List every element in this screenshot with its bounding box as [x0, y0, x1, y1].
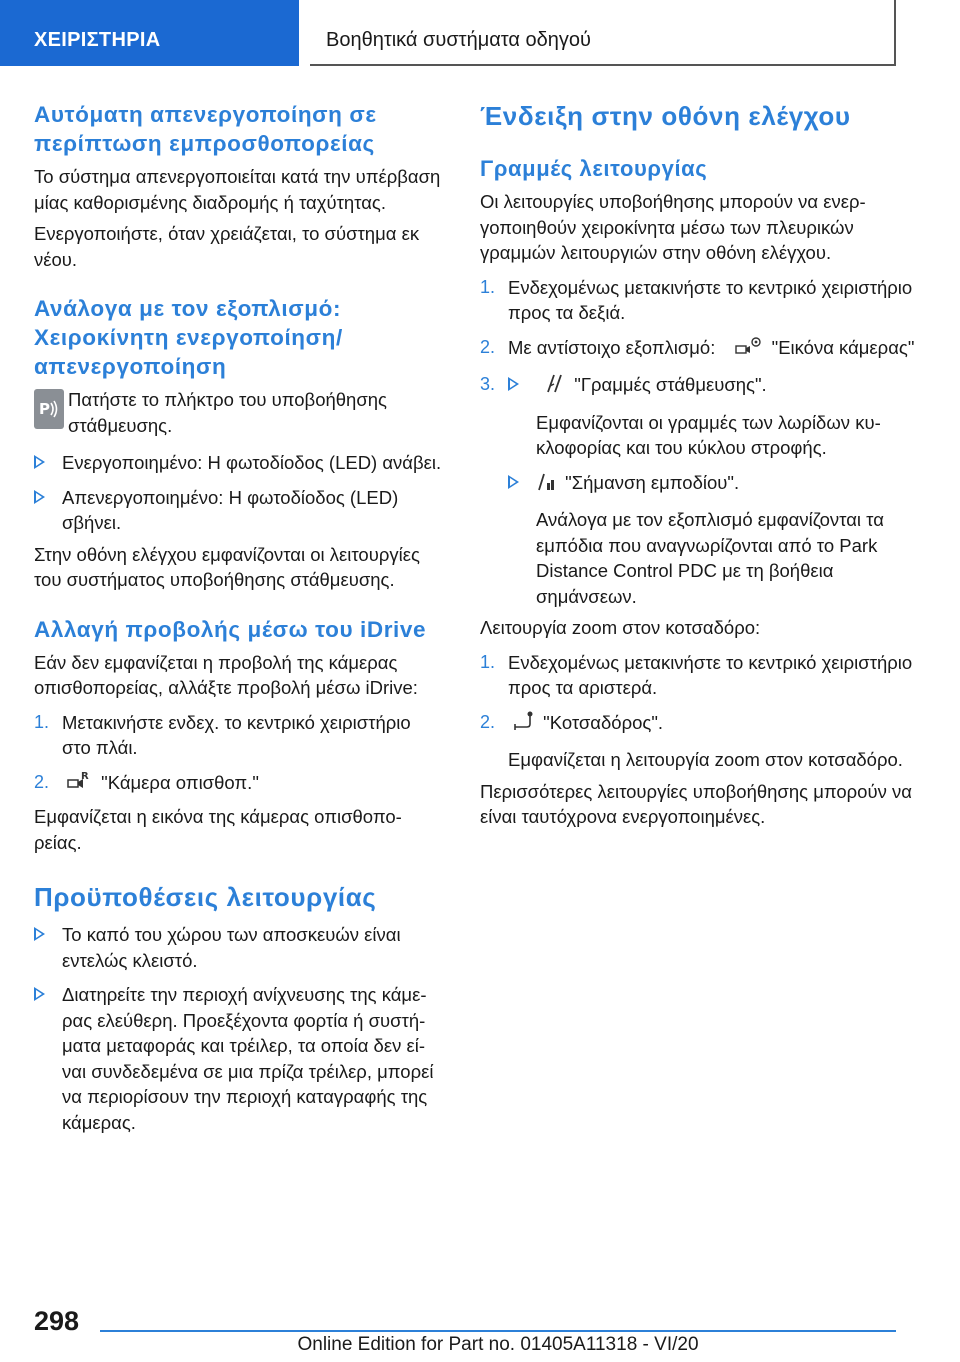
section-tab [310, 0, 896, 66]
obstacle-marking-icon [536, 470, 556, 499]
camera-settings-icon [733, 335, 763, 364]
list-item: 1. Ενδεχομένως μετακινήστε το κεντρικό χειριστήριο προς τα δεξιά. [480, 276, 913, 323]
step-number: 2. [480, 336, 496, 357]
rear-camera-icon [66, 770, 92, 799]
step-number: 1. [480, 276, 496, 297]
list-item: 3. "Γραμμές στάθμευσης". [480, 372, 920, 401]
left-column [34, 100, 442, 1135]
list-item: Διατηρείτε την περιοχή ανίχνευσης της κάμερας ελεύθερη. Προεξέχοντα φορτία ή συστήματα μεταφοράς και τρέιλερ, τα οποία δεν είναι συνδεδεμένα σε μια πρίζα τρέιλερ, μπορεί να περιορίσουν την περιοχή καταγραφής της κάμερας. [34, 982, 442, 1135]
bullet-triangle-icon [34, 987, 45, 1001]
trailer-hitch-icon [512, 710, 534, 739]
step-description: Εμφανίζεται η λειτουργία zoom στον κοτσαδόρο. [508, 749, 903, 770]
list-item: 2. R "Κάμερα οπισθοπ." [34, 770, 442, 799]
paragraph: Ενεργοποιήστε, όταν χρειάζεται, το σύστημα εκ νέου. [34, 223, 420, 270]
heading-control-display: Ένδειξη στην οθόνη ελέγχου [480, 101, 851, 131]
bullet-triangle-icon [508, 475, 519, 489]
page-number: 298 [34, 1306, 80, 1336]
page-footer [0, 1290, 960, 1362]
parking-lines-icon [545, 372, 565, 401]
bullet-triangle-icon [508, 377, 519, 391]
svg-text:R: R [81, 770, 89, 782]
list-item: 2. Με αντίστοιχο εξοπλισμό: "Εικόνα κάμερας" [480, 335, 920, 364]
footer-divider [100, 1330, 896, 1332]
chapter-tab [0, 0, 299, 66]
page-header [0, 0, 960, 66]
heading-prerequisites: Προϋποθέσεις λειτουργίας [34, 882, 377, 912]
list-item: 2. "Κοτσαδόρος". [480, 710, 920, 739]
bullet-triangle-icon [34, 455, 45, 469]
list-item: "Σήμανση εμποδίου". [480, 470, 920, 499]
heading-manual-activation: Ανάλογα με τον εξοπλισμό: Χειροκίνητη ενεργοποίηση/ απενεργοποίηση [34, 296, 343, 379]
button-instruction [34, 387, 442, 438]
list-item: 1. Ενδεχομένως μετακινήστε το κεντρικό χειριστήριο προς τα αριστερά. [480, 651, 913, 698]
paragraph: Εάν δεν εμφανίζεται η προβολή της κάμερας οπισθοπορείας, αλλάξτε προβολή μέσω iDrive: [34, 651, 418, 698]
step-number: 3. [480, 374, 496, 394]
list-item: Ενεργοποιημένο: Η φωτοδίοδος (LED) ανάβει. [34, 450, 442, 476]
step-number: 2. [480, 711, 496, 732]
paragraph: Το σύστημα απενεργοποιείται κατά την υπέρβαση μίας καθορισμένης διαδρομής ή ταχύτητας. [34, 166, 441, 213]
step-number: 1. [34, 711, 50, 732]
paragraph: Εμφανίζεται η εικόνα της κάμερας οπισθοπορείας. [34, 806, 402, 853]
list-item: Το καπό του χώρου των αποσκευών είναι εντελώς κλειστό. [34, 922, 442, 973]
step-number: 2. [34, 771, 50, 792]
paragraph: Στην οθόνη ελέγχου εμφανίζονται οι λειτουργίες του συστήματος υποβοήθησης στάθμευσης. [34, 543, 420, 590]
chapter-title: ΧΕΙΡΙΣΤΗΡΙΑ [34, 29, 161, 51]
list-item: 1. Μετακινήστε ενδεχ. το κεντρικό χειριστήριο στο πλάι. [34, 711, 411, 758]
step-number: 1. [480, 651, 496, 672]
section-title: Βοηθητικά συστήματα οδηγού [326, 29, 591, 51]
parking-assist-button-icon [34, 389, 64, 429]
heading-auto-deactivation: Αυτόματη απενεργοποίηση σε περίπτωση εμπροσθοπορείας [34, 102, 377, 156]
list-item: Απενεργοποιημένο: Η φωτοδίοδος (LED) σβήνει. [34, 485, 442, 536]
heading-function-bars: Γραμμές λειτουργίας [480, 156, 708, 181]
paragraph: Περισσότερες λειτουργίες υποβοήθησης μπορούν να είναι ταυτόχρονα ενεργοποιημένες. [480, 780, 912, 827]
paragraph: Οι λειτουργίες υποβοήθησης μπορούν να ενεργοποιηθούν χειροκίνητα μέσω των πλευρικών γραμμών λειτουργιών στην οθόνη ελέγχου. [480, 191, 866, 263]
right-column [480, 100, 920, 830]
paragraph: Λειτουργία zoom στον κοτσαδόρο: [480, 617, 761, 638]
step-description: Εμφανίζονται οι γραμμές των λωρίδων κυκλοφορίας και του κύκλου στροφής. [536, 411, 881, 458]
step-description: Ανάλογα με τον εξοπλισμό εμφανίζονται τα εμπόδια που αναγνωρίζονται από το Park Distance Control PDC με τη βοήθεια σημάνσεων. [536, 509, 884, 607]
edition-text: Online Edition for Part no. 01405A11318 - VI/20 [297, 1334, 699, 1355]
svg-text:P: P [39, 400, 50, 418]
bullet-triangle-icon [34, 927, 45, 941]
heading-idrive: Αλλαγή προβολής μέσω του iDrive [34, 616, 427, 642]
bullet-triangle-icon [34, 490, 45, 504]
paragraph: Πατήστε το πλήκτρο του υποβοήθησης στάθμευσης. [68, 389, 387, 436]
